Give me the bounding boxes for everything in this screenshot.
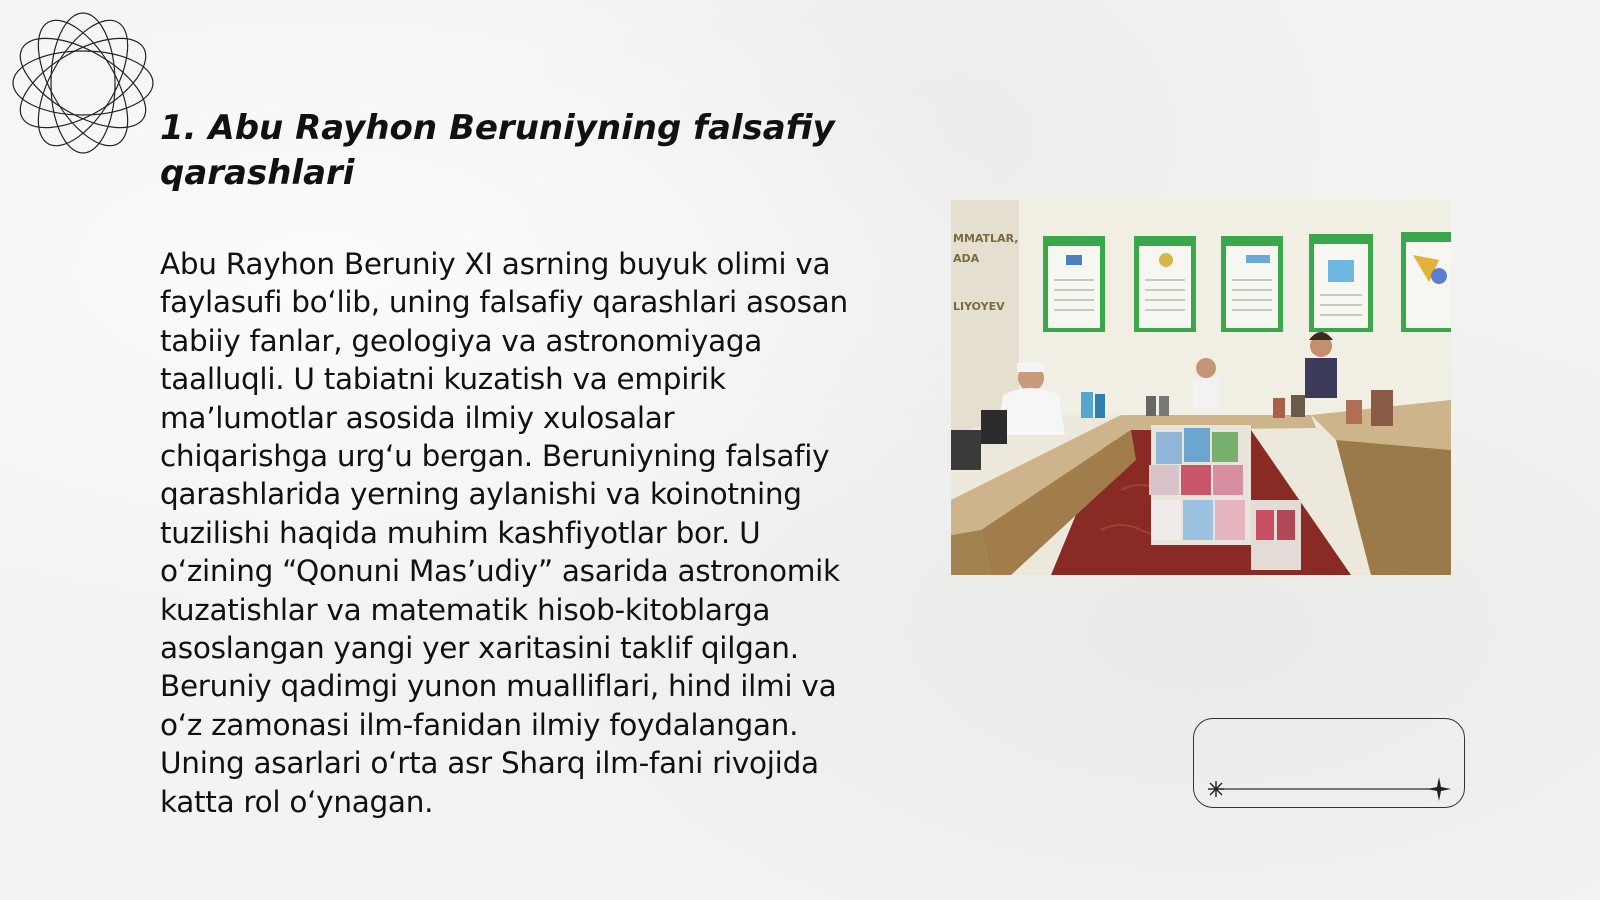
body-paragraph: Abu Rayhon Beruniy XI asrning buyuk olimi va faylasufi bo‘lib, uning falsafiy qarashlari asosan tabiiy fanlar, geologiya va astronomiyaga taalluqli. U tabiatni kuzatish va empirik ma’lumotlar asosida ilmiy xulosalar chiqarishga urg‘u bergan. Beruniyning falsafiy qarashlarida yerning aylanishi va koinotning tuzilishi haqida muhim kashfiyotlar bor. U o‘zining “Qonuni Mas’udiy” asarida astronomik kuzatishlar va matematik hisob-kitoblarga asoslangan yangi yer xaritasini taklif qilgan. Beruniy qadimgi yunon mualliflari, hind ilmi va o‘z zamonasi ilm-fanidan ilmiy foydalangan. Uning asarlari o‘rta asr Sharq ilm-fani rivojida katta rol o‘ynagan. bbox=[160, 247, 848, 819]
star-cross-icon bbox=[1427, 777, 1451, 801]
orbit-rings-icon bbox=[8, 8, 158, 158]
wall-text-1: MMATLAR, bbox=[953, 232, 1019, 245]
decorative-card bbox=[1193, 718, 1465, 808]
slide-title: 1. Abu Rayhon Beruniyning falsafiy qarashlari bbox=[160, 108, 835, 193]
sparkle-icon bbox=[1208, 781, 1224, 797]
wall-text-3: LIYOYEV bbox=[953, 300, 1005, 313]
classroom-photo bbox=[951, 200, 1451, 575]
wall-text-2: ADA bbox=[953, 252, 980, 265]
